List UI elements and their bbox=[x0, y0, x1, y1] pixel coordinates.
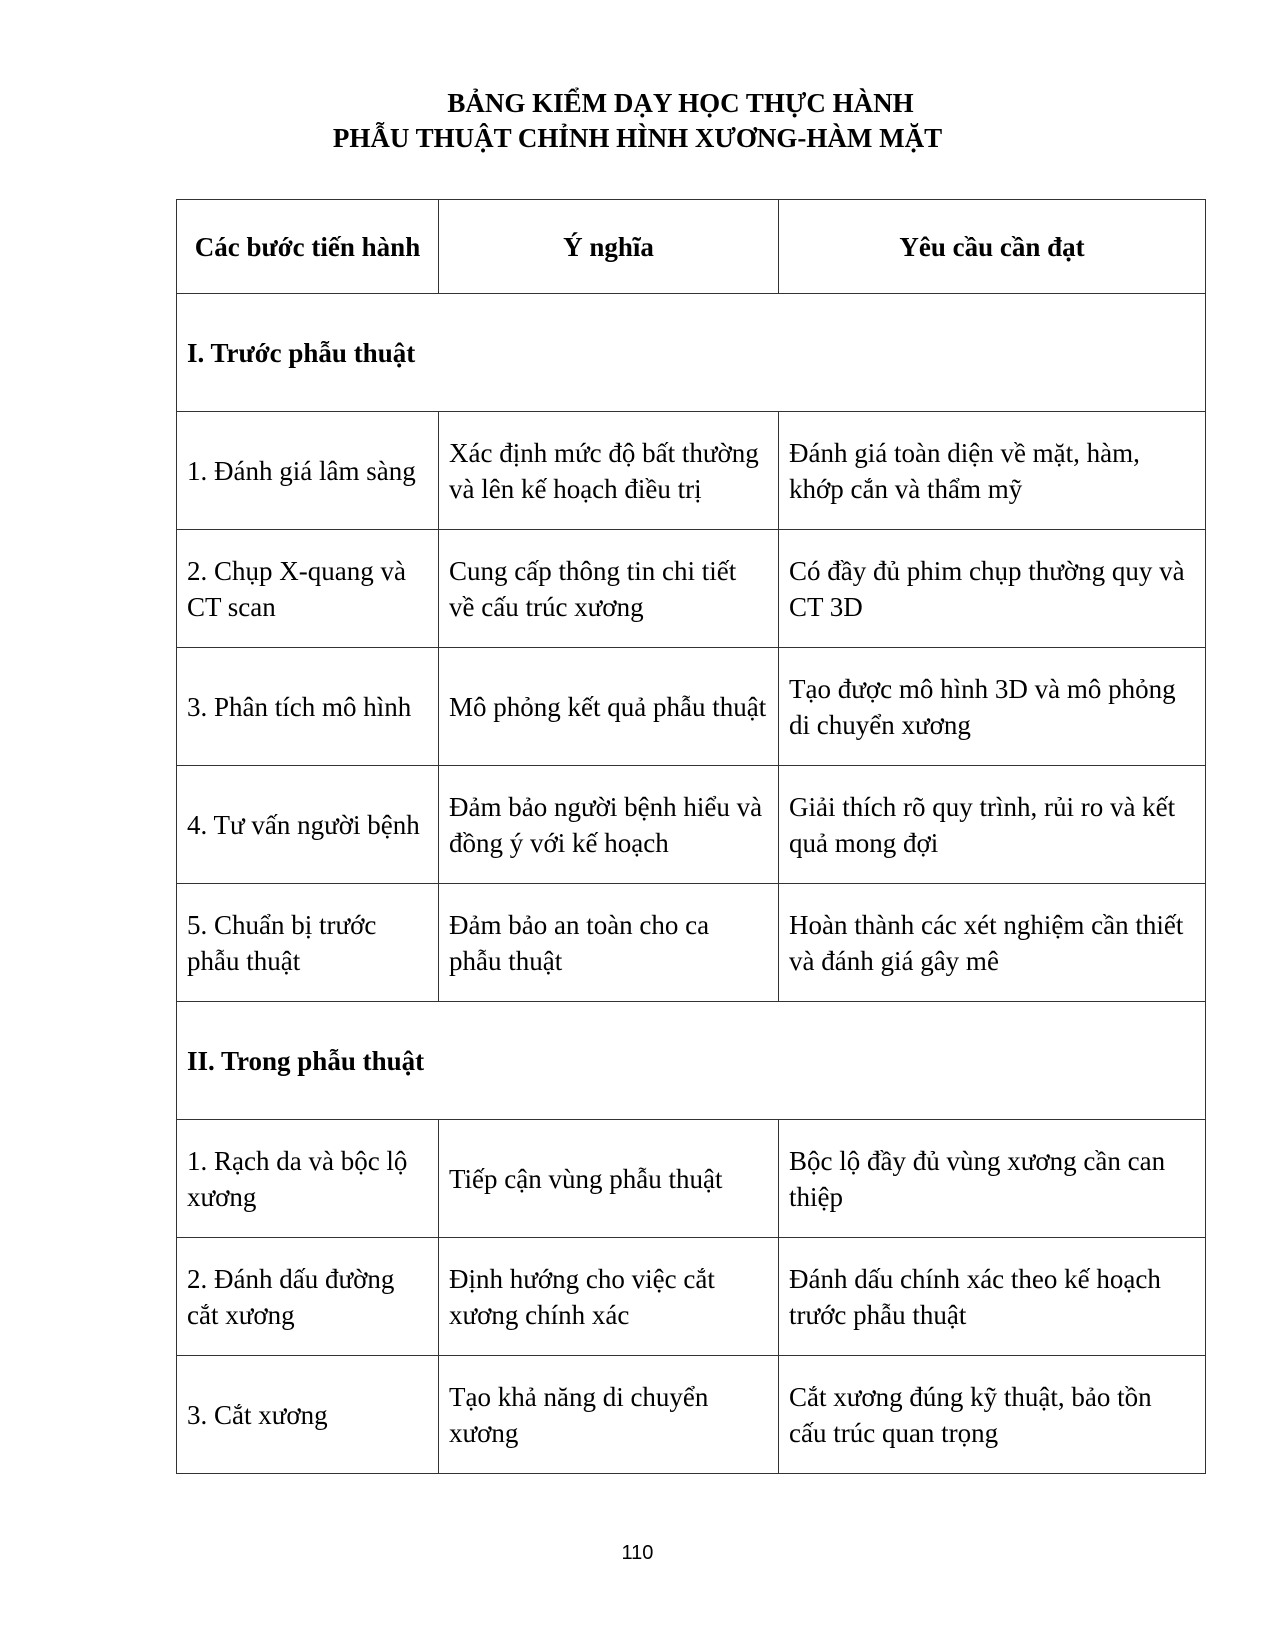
cell-step: 5. Chuẩn bị trước phẫu thuật bbox=[177, 884, 439, 1002]
cell-requirement: Bộc lộ đầy đủ vùng xương cần can thiệp bbox=[779, 1120, 1206, 1238]
header-steps: Các bước tiến hành bbox=[177, 200, 439, 294]
table-row bbox=[177, 530, 1206, 648]
cell-meaning: Tạo khả năng di chuyển xương bbox=[439, 1356, 779, 1474]
section-title: II. Trong phẫu thuật bbox=[177, 1002, 1206, 1120]
cell-meaning: Cung cấp thông tin chi tiết về cấu trúc xương bbox=[439, 530, 779, 648]
table-row bbox=[177, 884, 1206, 1002]
table-row bbox=[177, 412, 1206, 530]
cell-meaning: Đảm bảo người bệnh hiểu và đồng ý với kế hoạch bbox=[439, 766, 779, 884]
cell-meaning: Tiếp cận vùng phẫu thuật bbox=[439, 1120, 779, 1238]
cell-step: 2. Chụp X-quang và CT scan bbox=[177, 530, 439, 648]
document-title-line2: PHẪU THUẬT CHỈNH HÌNH XƯƠNG-HÀM MẶT bbox=[332, 123, 943, 153]
section-title: I. Trước phẫu thuật bbox=[177, 294, 1206, 412]
cell-requirement: Hoàn thành các xét nghiệm cần thiết và đánh giá gây mê bbox=[779, 884, 1206, 1002]
cell-meaning: Định hướng cho việc cắt xương chính xác bbox=[439, 1238, 779, 1356]
cell-step: 3. Phân tích mô hình bbox=[177, 648, 439, 766]
cell-step: 4. Tư vấn người bệnh bbox=[177, 766, 439, 884]
cell-step: 1. Đánh giá lâm sàng bbox=[177, 412, 439, 530]
cell-meaning: Mô phỏng kết quả phẫu thuật bbox=[439, 648, 779, 766]
header-meaning: Ý nghĩa bbox=[439, 200, 779, 294]
table-row bbox=[177, 1356, 1206, 1474]
section-row-pre-op bbox=[177, 294, 1206, 412]
table-row bbox=[177, 1120, 1206, 1238]
table-row bbox=[177, 766, 1206, 884]
cell-meaning: Xác định mức độ bất thường và lên kế hoạch điều trị bbox=[439, 412, 779, 530]
document-title-line1: BẢNG KIỂM DẠY HỌC THỰC HÀNH bbox=[447, 88, 914, 118]
cell-requirement: Đánh giá toàn diện về mặt, hàm, khớp cắn và thẩm mỹ bbox=[779, 412, 1206, 530]
cell-step: 2. Đánh dấu đường cắt xương bbox=[177, 1238, 439, 1356]
section-row-intra-op bbox=[177, 1002, 1206, 1120]
table-row bbox=[177, 648, 1206, 766]
cell-requirement: Giải thích rõ quy trình, rủi ro và kết quả mong đợi bbox=[779, 766, 1206, 884]
table-row bbox=[177, 1238, 1206, 1356]
cell-requirement: Cắt xương đúng kỹ thuật, bảo tồn cấu trúc quan trọng bbox=[779, 1356, 1206, 1474]
cell-step: 3. Cắt xương bbox=[177, 1356, 439, 1474]
header-requirement: Yêu cầu cần đạt bbox=[779, 200, 1206, 294]
cell-step: 1. Rạch da và bộc lộ xương bbox=[177, 1120, 439, 1238]
cell-requirement: Đánh dấu chính xác theo kế hoạch trước phẫu thuật bbox=[779, 1238, 1206, 1356]
checklist-table bbox=[176, 199, 1206, 1474]
page-number: 110 bbox=[621, 1542, 654, 1564]
cell-requirement: Tạo được mô hình 3D và mô phỏng di chuyển xương bbox=[779, 648, 1206, 766]
cell-requirement: Có đầy đủ phim chụp thường quy và CT 3D bbox=[779, 530, 1206, 648]
table-header-row bbox=[177, 200, 1206, 294]
cell-meaning: Đảm bảo an toàn cho ca phẫu thuật bbox=[439, 884, 779, 1002]
